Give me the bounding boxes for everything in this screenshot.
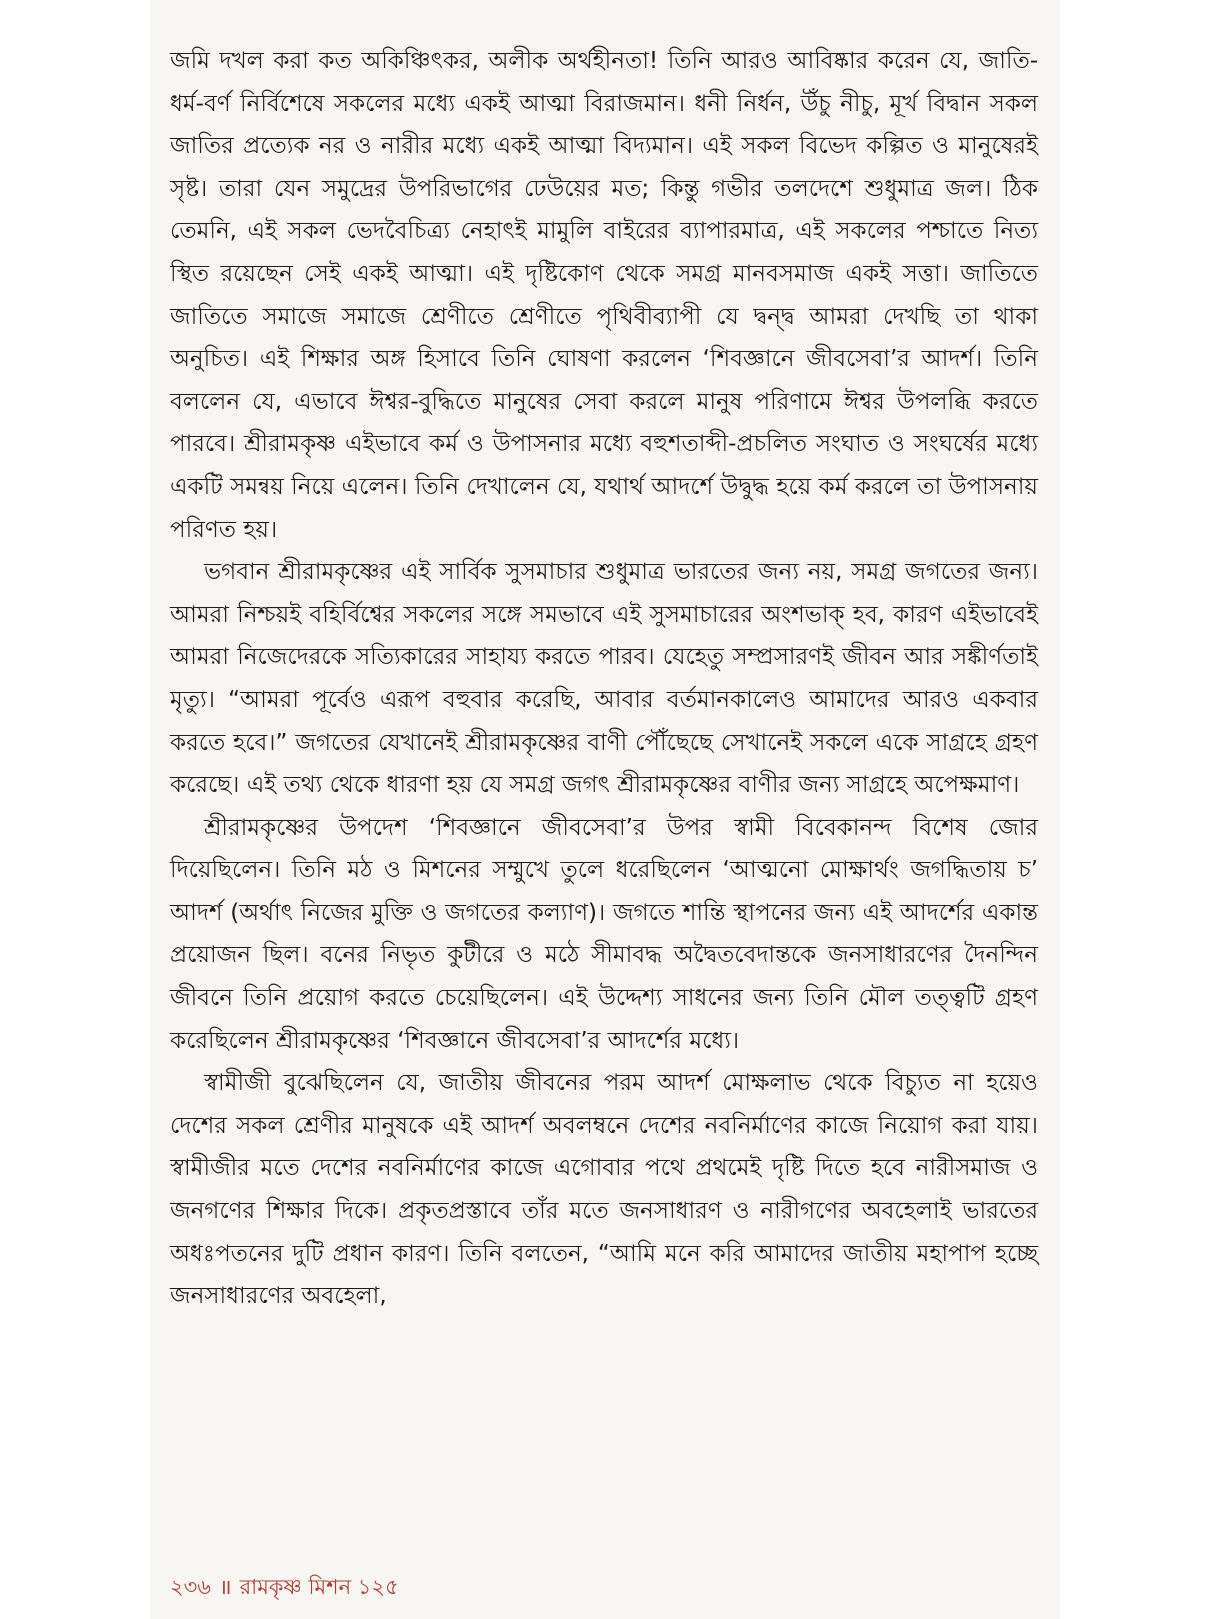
paragraph-3: শ্রীরামকৃষ্ণের উপদেশ ‘শিবজ্ঞানে জীবসেবা’র উপর স্বামী বিবেকানন্দ বিশেষ জোর দিয়েছিলেন। তিনি মঠ ও মিশনের সম্মুখে তুলে ধরেছিলেন ‘আত্মনো মোক্ষার্থং জগদ্ধিতায় চ’ আদর্শ (অর্থাৎ নিজের মুক্তি ও জগতের কল্যাণ)। জগতে শান্তি স্থাপনের জন্য এই আদর্শের একান্ত প্রয়োজন ছিল। বনের নিভৃত কুটীরে ও মঠে সীমাবদ্ধ অদ্বৈতবেদান্তকে জনসাধারণের দৈনন্দিন জীবনে তিনি প্রয়োগ করতে চেয়েছিলেন। এই উদ্দেশ্য সাধনের জন্য তিনি মৌল তত্ত্বটি গ্রহণ করেছিলেন শ্রীরামকৃষ্ণের ‘শিবজ্ঞানে জীবসেবা’র আদর্শের মধ্যে। (170, 814, 1038, 1054)
paragraph-4: স্বামীজী বুঝেছিলেন যে, জাতীয় জীবনের পরম আদর্শ মোক্ষলাভ থেকে বিচ্যুত না হয়েও দেশের সকল শ্রেণীর মানুষকে এই আদর্শ অবলম্বনে দেশের নবনির্মাণের কাজে নিয়োগ করা যায়। স্বামীজীর মতে দেশের নবনির্মাণের কাজে এগোবার পথে প্রথমেই দৃষ্টি দিতে হবে নারীসমাজ ও জনগণের শিক্ষার দিকে। প্রকৃতপ্রস্তাবে তাঁর মতে জনসাধারণ ও নারীগণের অবহেলাই ভারতের অধঃপতনের দুটি প্রধান কারণ। তিনি বলতেন, “আমি মনে করি আমাদের জাতীয় মহাপাপ হচ্ছে জনসাধারণের অবহেলা, (170, 1070, 1038, 1310)
footer-separator: ॥ (218, 1575, 232, 1599)
page-body (170, 40, 1038, 1318)
paragraph-1: জমি দখল করা কত অকিঞ্চিৎকর, অলীক অর্থহীনতা! তিনি আরও আবিষ্কার করেন যে, জাতি-ধর্ম-বর্ণ নির্বিশেষে সকলের মধ্যে একই আত্মা বিরাজমান। ধনী নির্ধন, উঁচু নীচু, মূর্খ বিদ্বান সকল জাতির প্রত্যেক নর ও নারীর মধ্যে একই আত্মা বিদ্যমান। এই সকল বিভেদ কল্পিত ও মানুষেরই সৃষ্ট। তারা যেন সমুদ্রের উপরিভাগের ঢেউয়ের মত; কিন্তু গভীর তলদেশে শুধুমাত্র জল। ঠিক তেমনি, এই সকল ভেদবৈচিত্র্য নেহাৎই মামুলি বাইরের ব্যাপারমাত্র, এই সকলের পশ্চাতে নিত্য স্থিত রয়েছেন সেই একই আত্মা। এই দৃষ্টিকোণ থেকে সমগ্র মানবসমাজ একই সত্তা। জাতিতে জাতিতে সমাজে সমাজে শ্রেণীতে শ্রেণীতে পৃথিবীব্যাপী যে দ্বন্দ্ব আমরা দেখছি তা থাকা অনুচিত। এই শিক্ষার অঙ্গ হিসাবে তিনি ঘোষণা করলেন ‘শিবজ্ঞানে জীবসেবা’র আদর্শ। তিনি বললেন যে, এভাবে ঈশ্বর-বুদ্ধিতে মানুষের সেবা করলে মানুষ পরিণামে ঈশ্বর উপলব্ধি করতে পারবে। শ্রীরামকৃষ্ণ এইভাবে কর্ম ও উপাসনার মধ্যে বহুশতাব্দী-প্রচলিত সংঘাত ও সংঘর্ষের মধ্যে একটি সমন্বয় নিয়ে এলেন। তিনি দেখালেন যে, যথার্থ আদর্শে উদ্বুদ্ধ হয়ে কর্ম করলে তা উপাসনায় পরিণত হয়। (170, 48, 1038, 543)
page-number: ২৩৬ (170, 1575, 211, 1599)
paragraph-2: ভগবান শ্রীরামকৃষ্ণের এই সার্বিক সুসমাচার শুধুমাত্র ভারতের জন্য নয়, সমগ্র জগতের জন্য। আমরা নিশ্চয়ই বহির্বিশ্বের সকলের সঙ্গে সমভাবে এই সুসমাচারের অংশভাক্ হব, কারণ এইভাবেই আমরা নিজেদেরকে সত্যিকারের সাহায্য করতে পারব। যেহেতু সম্প্রসারণই জীবন আর সঙ্কীর্ণতাই মৃত্যু। “আমরা পূর্বেও এরূপ বহুবার করেছি, আবার বর্তমানকালেও আমাদের আরও একবার করতে হবে।” জগতের যেখানেই শ্রীরামকৃষ্ণের বাণী পৌঁছেছে সেখানেই সকলে একে সাগ্রহে গ্রহণ করেছে। এই তথ্য থেকে ধারণা হয় যে সমগ্র জগৎ শ্রীরামকৃষ্ণের বাণীর জন্য সাগ্রহে অপেক্ষমাণ। (170, 559, 1038, 799)
book-title: রামকৃষ্ণ মিশন ১২৫ (239, 1575, 399, 1599)
page-footer (170, 1574, 399, 1600)
